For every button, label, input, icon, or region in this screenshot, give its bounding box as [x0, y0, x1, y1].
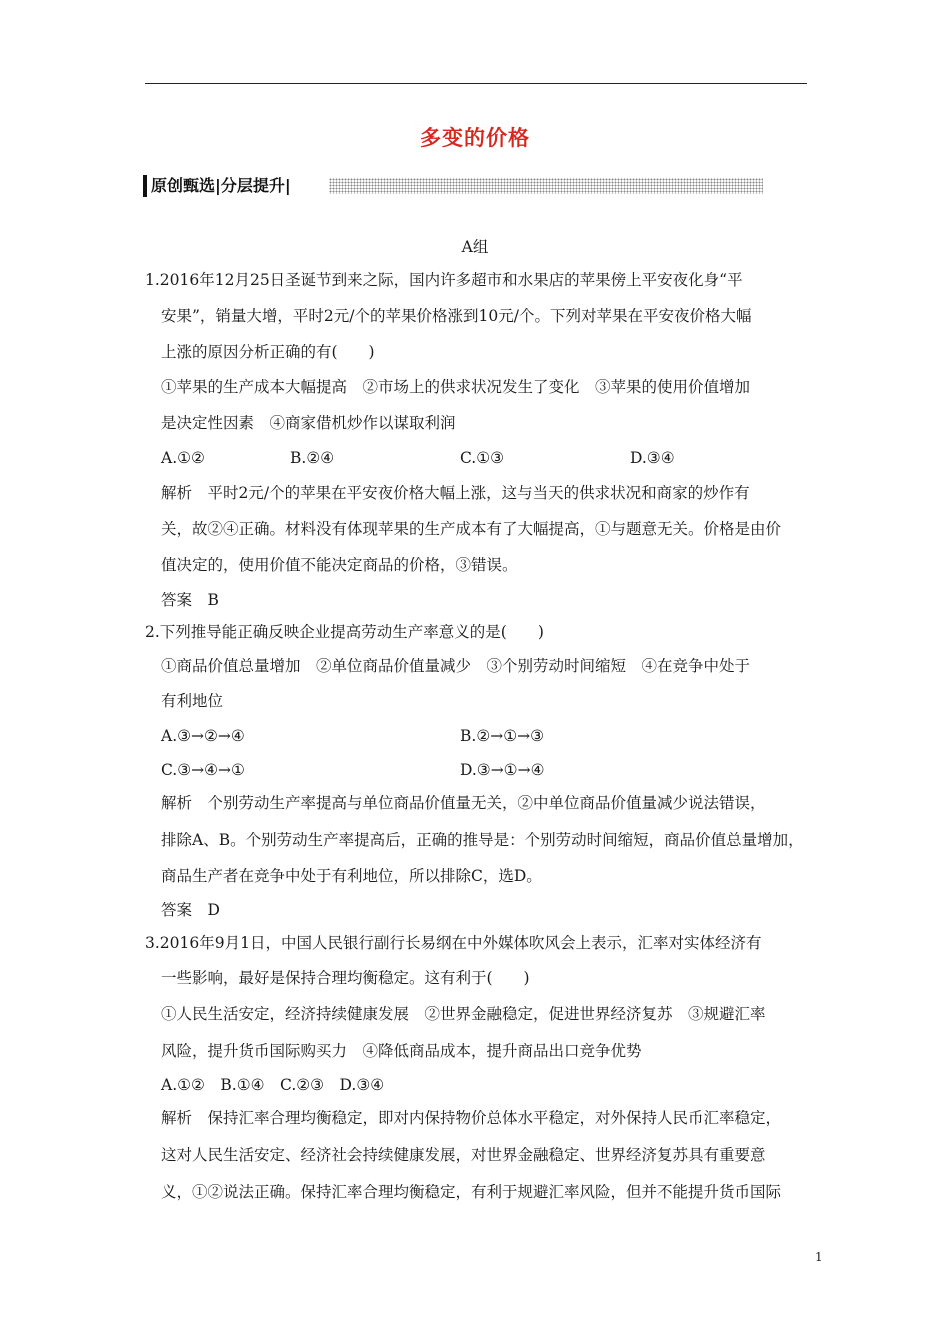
q1-stem-line: 上涨的原因分析正确的有( ) — [161, 343, 375, 361]
q1-analysis-line: 关，故②④正确。材料没有体现苹果的生产成本有了大幅提高，①与题意无关。价格是由价 — [161, 520, 782, 538]
q1-item-line: ①苹果的生产成本大幅提高 ②市场上的供求状况发生了变化 ③苹果的使用价值增加 — [161, 378, 751, 396]
q2-option-d: D.③→①→④ — [460, 761, 545, 779]
q2-option-c: C.③→④→① — [161, 761, 245, 779]
q3-item-line: ①人民生活安定，经济持续健康发展 ②世界金融稳定，促进世界经济复苏 ③规避汇率 — [161, 1005, 766, 1023]
header-rule — [145, 83, 807, 84]
q3-analysis-line: 义，①②说法正确。保持汇率合理均衡稳定，有利于规避汇率风险，但并不能提升货币国际 — [161, 1183, 782, 1201]
q2-answer: 答案 D — [161, 901, 220, 919]
q2-analysis-line: 解析 个别劳动生产率提高与单位商品价值量无关，②中单位商品价值量减少说法错误， — [161, 794, 766, 812]
q2-item-line: 有利地位 — [161, 692, 224, 710]
group-heading: A组 — [461, 238, 489, 256]
q3-item-line: 风险，提升货币国际购买力 ④降低商品成本，提升商品出口竞争优势 — [161, 1042, 642, 1060]
q2-option-b: B.②→①→③ — [460, 727, 544, 745]
banner-label: 原创甄选|分层提升| — [151, 176, 291, 195]
q3-stem-line: 一些影响，最好是保持合理均衡稳定。这有利于( ) — [161, 969, 530, 987]
banner-bar — [143, 175, 147, 197]
banner-dot-pattern — [329, 178, 763, 194]
section-banner — [143, 173, 763, 199]
q1-analysis-line: 值决定的，使用价值不能决定商品的价格，③错误。 — [161, 556, 518, 574]
q2-item-line: ①商品价值总量增加 ②单位商品价值量减少 ③个别劳动时间缩短 ④在竞争中处于 — [161, 657, 751, 675]
q1-item-line: 是决定性因素 ④商家借机炒作以谋取利润 — [161, 414, 456, 432]
q3-options: A.①② B.①④ C.②③ D.③④ — [161, 1076, 385, 1094]
q2-stem-line: 2.下列推导能正确反映企业提高劳动生产率意义的是( ) — [145, 623, 544, 641]
q3-stem-line: 3.2016年9月1日，中国人民银行副行长易纲在中外媒体吹风会上表示，汇率对实体经济有 — [145, 934, 762, 952]
q1-option-a: A.①② — [161, 449, 205, 467]
q1-analysis-line: 解析 平时2元/个的苹果在平安夜价格大幅上涨，这与当天的供求状况和商家的炒作有 — [161, 484, 750, 502]
q2-option-a: A.③→②→④ — [161, 727, 245, 745]
q1-option-d: D.③④ — [630, 449, 675, 467]
q2-analysis-line: 排除A、B。个别劳动生产率提高后，正确的推导是：个别劳动时间缩短，商品价值总量增加， — [161, 831, 804, 849]
q2-analysis-line: 商品生产者在竞争中处于有利地位，所以排除C，选D。 — [161, 867, 542, 885]
q3-analysis-line: 这对人民生活安定、经济社会持续健康发展，对世界金融稳定、世界经济复苏具有重要意 — [161, 1146, 766, 1164]
q1-stem-line: 安果”，销量大增，平时2元/个的苹果价格涨到10元/个。下列对苹果在平安夜价格大幅 — [161, 307, 752, 325]
q1-option-b: B.②④ — [290, 449, 335, 467]
q3-analysis-line: 解析 保持汇率合理均衡稳定，即对内保持物价总体水平稳定，对外保持人民币汇率稳定， — [161, 1109, 782, 1127]
page-number: 1 — [815, 1250, 823, 1264]
q1-answer: 答案 B — [161, 591, 219, 609]
q1-option-c: C.①③ — [460, 449, 505, 467]
page-title: 多变的价格 — [420, 126, 530, 150]
q1-stem-line: 1.2016年12月25日圣诞节到来之际，国内许多超市和水果店的苹果傍上平安夜化身“平 — [145, 271, 743, 289]
